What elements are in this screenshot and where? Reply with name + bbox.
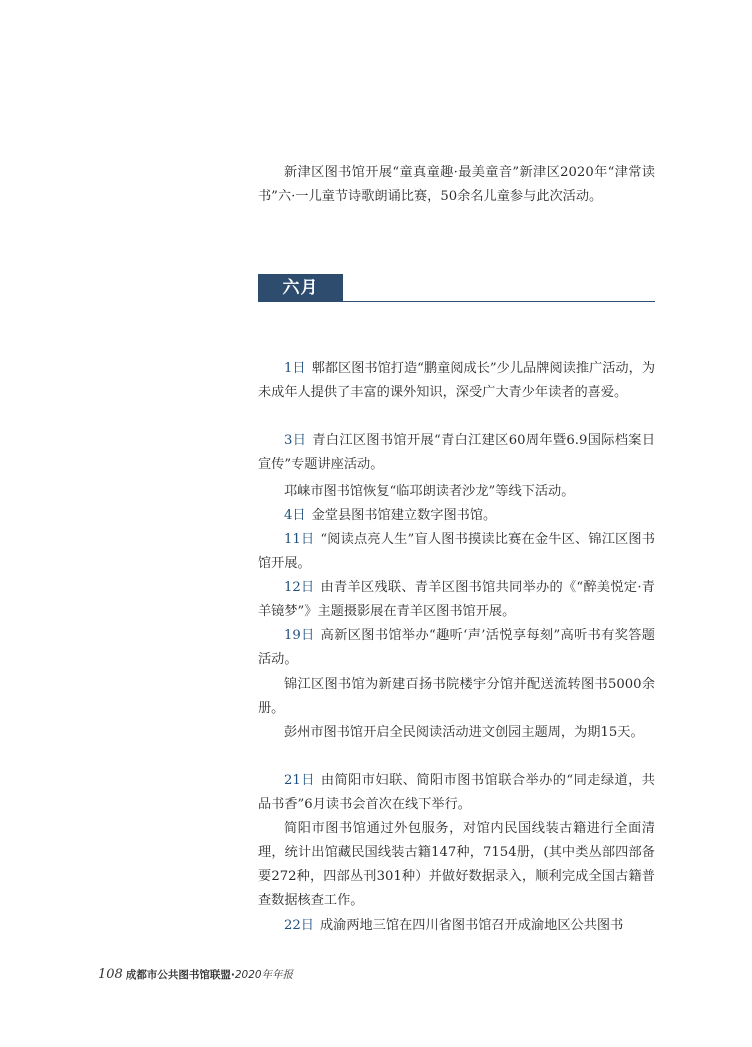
section-divider [343,301,655,302]
entry-paragraph [258,721,655,745]
entry-paragraph [258,673,655,721]
entry-date: 19日 [284,628,315,643]
entry-text: 简阳市图书馆通过外包服务，对馆内民国线装古籍进行全面清理，统计出馆藏民国线装古籍147种，7154册，(其中类丛部四部备要272种，四部丛刊301种）并做好数据录入，顺利完成全国古籍普查数据核查工作。 [258,821,655,908]
entry-date: 11日 [284,532,315,547]
section-title: 六月 [258,274,343,302]
entry-text: 金堂县图书馆建立数字图书馆。 [311,508,497,523]
entry-paragraph [258,817,655,913]
entry-paragraph [258,576,655,624]
page-footer [98,967,293,982]
publication-name: 成都市公共图书馆联盟 [125,969,231,981]
year-report-label: 2020年年报 [234,969,294,981]
entry-paragraph [258,480,655,504]
entry-paragraph [258,769,655,817]
intro-paragraph: 新津区图书馆开展“童真童趣·最美童音”新津区2020年“津常读书”六·一儿童节诗歌朗诵比赛，50余名儿童参与此次活动。 [258,165,655,204]
entry-paragraph [258,429,655,477]
entry-date: 22日 [284,918,314,933]
entry-text: 由青羊区残联、青羊区图书馆共同举办的《“醉美悦定·青羊镜梦”》主题摄影展在青羊区图书馆开展。 [258,580,655,619]
entry-paragraph [258,528,655,576]
section-header [258,274,655,304]
entry-text: 邛崃市图书馆恢复“临邛朗读者沙龙”等线下活动。 [284,484,575,499]
entry-text: “阅读点亮人生”盲人图书摸读比赛在金牛区、锦江区图书馆开展。 [258,532,655,571]
entry-date: 4日 [284,508,306,523]
entry-date: 3日 [284,433,307,448]
entry-date: 12日 [284,580,315,595]
entry-date: 1日 [284,361,306,376]
entry-text: 由简阳市妇联、简阳市图书馆联合举办的“同走绿道，共品书香”6月读书会首次在线下举行。 [258,773,655,812]
entry-text: 彭州市图书馆开启全民阅读活动进文创园主题周，为期15天。 [284,725,644,740]
entry-text: 锦江区图书馆为新建百扬书院楼宇分馆并配送流转图书5000余册。 [258,677,655,716]
entry-text: 成渝两地三馆在四川省图书馆召开成渝地区公共图书 [319,918,624,933]
entry-paragraph [258,624,655,672]
entry-text: 郫都区图书馆打造“鹏童阅成长”少儿品牌阅读推广活动，为未成年人提供了丰富的课外知识，深受广大青少年读者的喜爱。 [258,361,656,400]
entry-text: 青白江区图书馆开展“青白江建区60周年暨6.9国际档案日宣传”专题讲座活动。 [258,433,656,472]
entry-paragraph [258,357,655,405]
page-number: 108 [98,967,123,982]
entry-date: 21日 [284,773,315,788]
entry-paragraph [258,914,655,938]
entry-text: 高新区图书馆举办“趣听‘声’活悦享每刻”高听书有奖答题活动。 [258,628,655,667]
entry-paragraph [258,504,655,528]
footer-separator: · [230,969,235,981]
